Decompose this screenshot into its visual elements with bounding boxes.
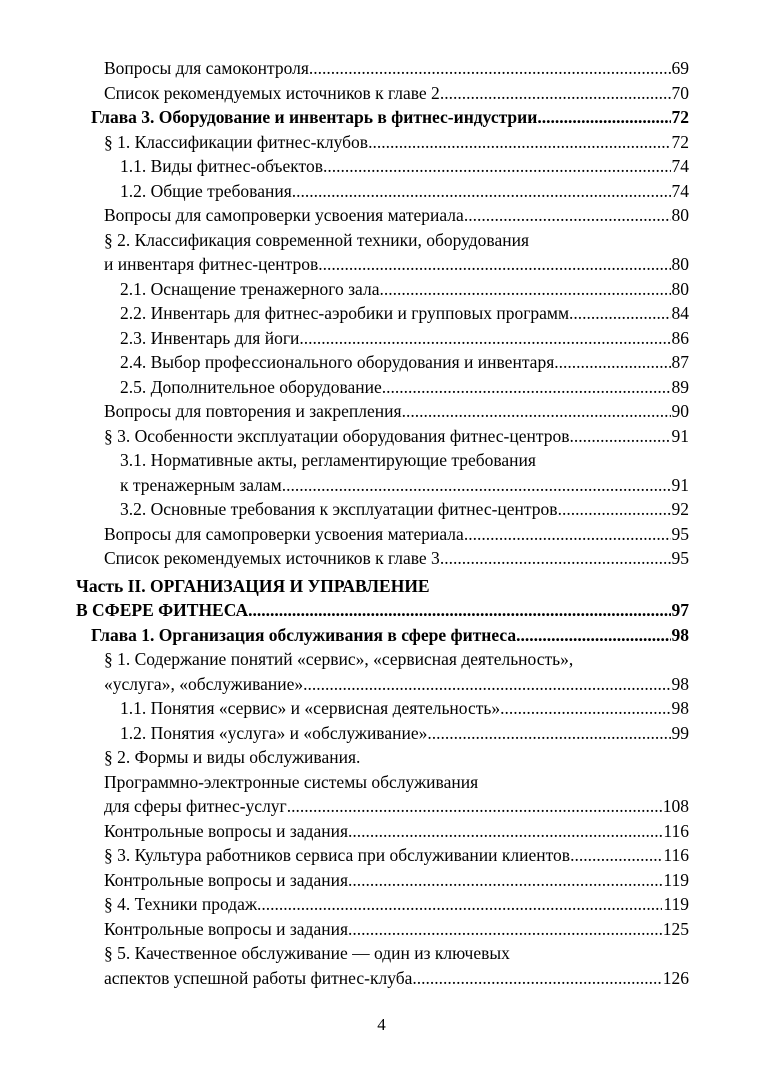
toc-entry-title: Контрольные вопросы и задания bbox=[104, 869, 348, 890]
dot-leader bbox=[292, 179, 671, 204]
toc-entry-page: 95 bbox=[671, 548, 689, 568]
toc-entry bbox=[0, 326, 763, 351]
dot-leader bbox=[348, 868, 662, 893]
toc-entry bbox=[0, 154, 763, 179]
toc-entry-page: 91 bbox=[671, 474, 689, 495]
toc-entry-page: 89 bbox=[671, 376, 689, 397]
dot-leader bbox=[402, 399, 671, 424]
toc-entry-title: § 4. Техники продаж bbox=[104, 894, 258, 914]
dot-leader bbox=[500, 696, 670, 721]
toc-entry bbox=[0, 745, 763, 819]
toc-entry-page: 98 bbox=[671, 673, 689, 694]
toc-entry-title: 1.2. Понятия «услуга» и «обслуживание» bbox=[120, 722, 428, 743]
toc-entry-title: для сферы фитнес-услуг bbox=[104, 796, 287, 816]
dot-leader bbox=[382, 375, 671, 400]
toc-entry-page: 70 bbox=[671, 82, 689, 103]
toc-entry-title: Вопросы для самоконтроля bbox=[104, 58, 309, 78]
toc-entry-title: § 3. Культура работников сервиса при обслуживании клиентов bbox=[104, 845, 571, 865]
toc-entry bbox=[0, 375, 763, 400]
page-number: 4 bbox=[377, 1015, 386, 1034]
toc-entry-page: 126 bbox=[662, 967, 689, 988]
toc-entry-page: 92 bbox=[671, 499, 689, 519]
toc-entry-page: 116 bbox=[663, 820, 689, 841]
toc-entry-title: 3.2. Основные требования к эксплуатации фитнес-центров bbox=[120, 499, 558, 519]
toc-entry-title-line: § 2. Классификация современной техники, оборудования bbox=[104, 229, 530, 250]
toc-entry-title: 2.1. Оснащение тренажерного зала bbox=[120, 278, 380, 299]
toc-entry-title-line: § 2. Формы и виды обслуживания. bbox=[104, 747, 361, 767]
dot-leader bbox=[569, 301, 670, 326]
dot-leader bbox=[440, 546, 671, 571]
toc-entry bbox=[0, 522, 763, 547]
toc-entry-page: 74 bbox=[671, 156, 689, 176]
toc-entry-title: к тренажерным залам bbox=[120, 474, 282, 495]
toc-entry-title: и инвентаря фитнес-центров bbox=[104, 254, 319, 274]
toc-entry bbox=[0, 105, 763, 130]
toc-entry-title: 2.2. Инвентарь для фитнес-аэробики и групповых программ bbox=[120, 303, 570, 323]
toc-entry-page: 80 bbox=[671, 205, 689, 225]
toc-entry-page: 95 bbox=[671, 523, 689, 544]
toc-entry-title: «услуга», «обслуживание» bbox=[104, 673, 304, 694]
toc-entry-page: 74 bbox=[671, 180, 689, 201]
dot-leader bbox=[368, 130, 670, 155]
toc-entry-page: 72 bbox=[671, 131, 689, 152]
dot-leader bbox=[537, 105, 670, 130]
toc-entry bbox=[0, 892, 763, 917]
dot-leader bbox=[287, 794, 662, 819]
toc-entry-title: Список рекомендуемых источников к главе 2 bbox=[104, 82, 440, 103]
toc-entry-title: аспектов успешной работы фитнес-клуба bbox=[104, 967, 413, 988]
toc-entry-title: Глава 3. Оборудование и инвентарь в фитнес-индустрии bbox=[91, 107, 538, 127]
toc-entry bbox=[0, 647, 763, 696]
toc-entry-title: 2.4. Выбор профессионального оборудования и инвентаря bbox=[120, 352, 555, 372]
toc-entry-title: § 3. Особенности эксплуатации оборудования фитнес-центров bbox=[104, 425, 570, 446]
toc-entry-page: 86 bbox=[671, 327, 689, 348]
toc-entry-page: 69 bbox=[671, 58, 689, 78]
toc-entry-title: Контрольные вопросы и задания bbox=[104, 918, 348, 939]
dot-leader bbox=[257, 892, 662, 917]
dot-leader bbox=[379, 277, 670, 302]
toc-entry-title: 2.5. Дополнительное оборудование bbox=[120, 376, 382, 397]
toc-entry-page: 116 bbox=[663, 845, 689, 865]
toc-entry-title: 1.1. Понятия «сервис» и «сервисная деятельность» bbox=[120, 698, 501, 718]
toc-entry-title: Вопросы для самопроверки усвоения материала bbox=[104, 205, 464, 225]
toc-entry-title: Глава 1. Организация обслуживания в сфере фитнеса bbox=[91, 624, 517, 645]
toc-entry bbox=[0, 399, 763, 424]
toc-entry-title: Контрольные вопросы и задания bbox=[104, 820, 348, 841]
toc-entry bbox=[0, 424, 763, 449]
toc-entry-page: 87 bbox=[671, 352, 689, 372]
toc-entry-title: Вопросы для самопроверки усвоения материала bbox=[104, 523, 464, 544]
toc-entry bbox=[0, 81, 763, 106]
toc-entry bbox=[0, 179, 763, 204]
toc-entry bbox=[0, 546, 763, 571]
toc-entry-title: Список рекомендуемых источников к главе 3 bbox=[104, 548, 440, 568]
toc-entry bbox=[0, 574, 763, 623]
dot-leader bbox=[348, 917, 662, 942]
toc-entry-title: 2.3. Инвентарь для йоги bbox=[120, 327, 300, 348]
toc-entry bbox=[0, 301, 763, 326]
toc-entry-title-line: Программно-электронные системы обслуживания bbox=[104, 771, 479, 792]
toc-entry-title-line: § 1. Содержание понятий «сервис», «сервисная деятельность», bbox=[104, 649, 574, 669]
toc-entry bbox=[0, 56, 763, 81]
toc-entry-title: Вопросы для повторения и закрепления bbox=[104, 401, 402, 421]
dot-leader bbox=[318, 252, 670, 277]
toc-entry-page: 98 bbox=[671, 698, 689, 718]
toc-entry bbox=[0, 497, 763, 522]
toc-entry bbox=[0, 917, 763, 942]
toc-entry bbox=[0, 623, 763, 648]
toc-entry-page: 80 bbox=[671, 278, 689, 299]
dot-leader bbox=[570, 843, 662, 868]
toc-entry-title-line: Часть II. ОРГАНИЗАЦИЯ И УПРАВЛЕНИЕ bbox=[76, 575, 430, 596]
dot-leader bbox=[464, 203, 671, 228]
toc-entry-page: 80 bbox=[671, 254, 689, 274]
toc-entry bbox=[0, 941, 763, 990]
dot-leader bbox=[570, 424, 671, 449]
dot-leader bbox=[323, 154, 671, 179]
toc-entry bbox=[0, 843, 763, 868]
toc-entry-page: 72 bbox=[671, 107, 689, 127]
toc-entry-page: 119 bbox=[663, 894, 689, 914]
dot-leader bbox=[282, 473, 671, 498]
toc-entry bbox=[0, 448, 763, 497]
toc-entry-page: 91 bbox=[671, 425, 689, 446]
dot-leader bbox=[348, 819, 662, 844]
toc-entry-title: 1.2. Общие требования bbox=[120, 180, 292, 201]
toc-entry-title: 1.1. Виды фитнес-объектов bbox=[120, 156, 323, 176]
table-of-contents bbox=[0, 56, 763, 990]
toc-entry bbox=[0, 277, 763, 302]
dot-leader bbox=[554, 350, 670, 375]
toc-entry-page: 119 bbox=[663, 869, 689, 890]
dot-leader bbox=[412, 966, 661, 991]
toc-entry bbox=[0, 228, 763, 277]
dot-leader bbox=[440, 81, 671, 106]
dot-leader bbox=[427, 721, 670, 746]
toc-entry-page: 108 bbox=[662, 796, 689, 816]
toc-entry-page: 84 bbox=[671, 303, 689, 323]
toc-entry-page: 97 bbox=[671, 600, 689, 620]
toc-entry bbox=[0, 721, 763, 746]
toc-entry-title: В СФЕРЕ ФИТНЕСА bbox=[76, 600, 249, 620]
toc-entry-title-line: 3.1. Нормативные акты, регламентирующие требования bbox=[120, 450, 536, 470]
toc-entry bbox=[0, 868, 763, 893]
toc-entry-page: 125 bbox=[662, 918, 689, 939]
toc-entry bbox=[0, 350, 763, 375]
dot-leader bbox=[299, 326, 670, 351]
dot-leader bbox=[558, 497, 671, 522]
toc-entry-page: 90 bbox=[671, 401, 689, 421]
dot-leader bbox=[516, 623, 670, 648]
toc-entry-page: 99 bbox=[671, 722, 689, 743]
dot-leader bbox=[303, 672, 670, 697]
toc-entry bbox=[0, 203, 763, 228]
toc-entry bbox=[0, 819, 763, 844]
toc-entry-title-line: § 5. Качественное обслуживание — один из ключевых bbox=[104, 943, 510, 963]
dot-leader bbox=[464, 522, 671, 547]
toc-entry-page: 98 bbox=[671, 624, 689, 645]
toc-entry-title: § 1. Классификации фитнес-клубов bbox=[104, 131, 369, 152]
toc-entry bbox=[0, 130, 763, 155]
dot-leader bbox=[248, 598, 670, 623]
toc-entry bbox=[0, 696, 763, 721]
dot-leader bbox=[309, 56, 671, 81]
